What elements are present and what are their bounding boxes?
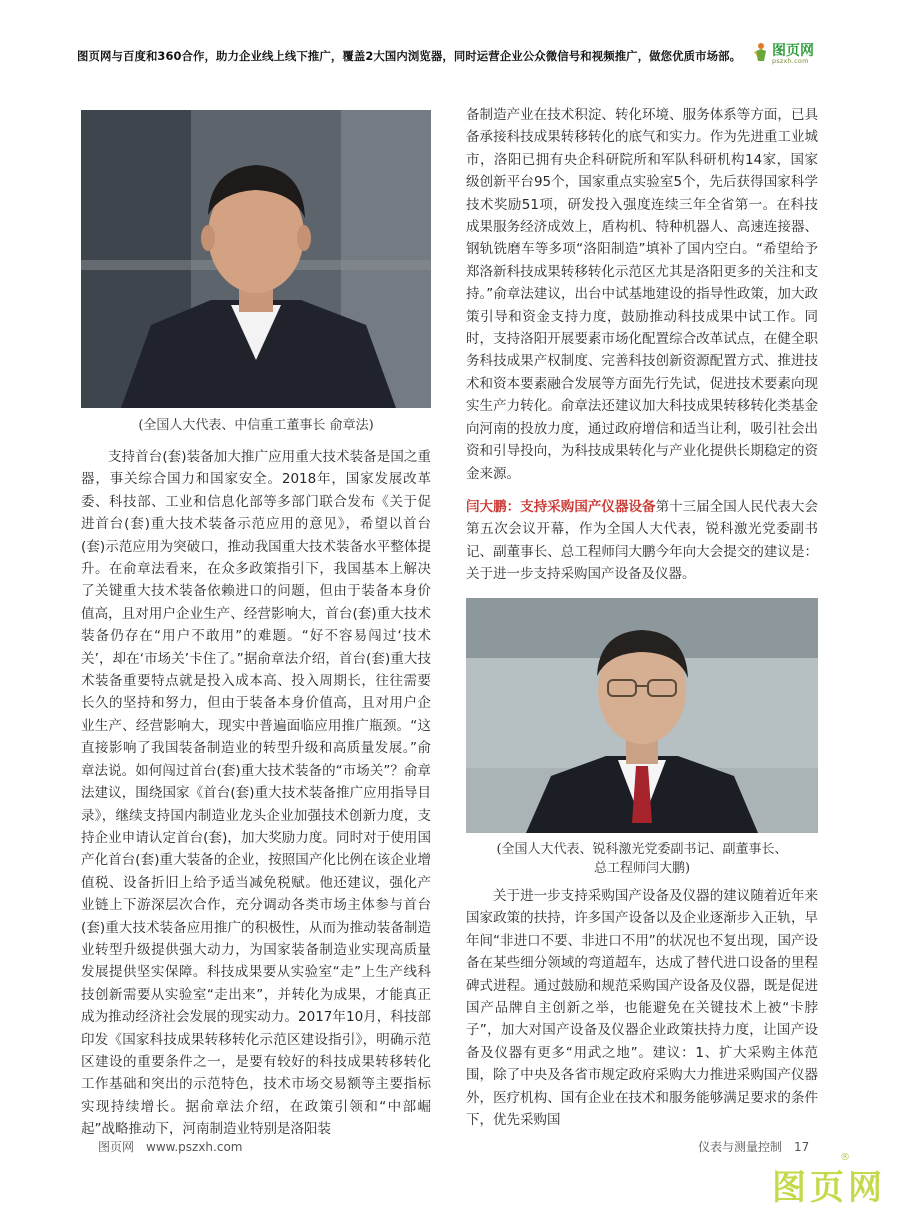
watermark-registered-mark: ® — [840, 1152, 850, 1163]
right-column-section — [466, 496, 818, 586]
logo-name: 图页网 — [772, 43, 814, 59]
banner-logo[interactable] — [752, 40, 822, 66]
caption-line-2: 总工程师闫大鹏) — [593, 861, 691, 876]
right-top-paragraph: 备制造产业在技术积淀、转化环境、服务体系等方面，已具备承接科技成果转移转化的底气和实力。作为先进重工业城市，洛阳已拥有央企科研院所和军队科研机构14家，国家级创新平台95个，国家重点实验室5个，先后获得国家科学技术奖励51项，研发投入强度连续三年全省第一。在科技成果服务经济成效上，盾构机、特种机器人、高速连接器、钢轨铣磨车等多项“洛阳制造”填补了国内空白。“希望给予郑洛新科技成果转移转化示范区尤其是洛阳更多的关注和支持。”俞章法建议，出台中试基地建设的指导性政策，加大政策引导和资金支持力度，鼓励推动科技成果中试工作。同时，支持洛阳开展要素市场化配置综合改革试点，在健全职务科技成果产权制度、完善科技创新资源配置方式、推进技术和资本要素融合发展等方面先行先试，促进技术要素向现实生产力转化。俞章法还建议加大科技成果转移转化类基金向河南的投放力度，通过政府增信和适当让利，吸引社会出资和引导投向，为科技成果转化与产业化提供长期稳定的资金来源。 — [466, 107, 818, 482]
logo-figure-icon — [752, 42, 770, 62]
footer-page-number: 仪表与测量控制 17 — [698, 1140, 810, 1154]
right-bottom-paragraph: 关于进一步支持采购国产设备及仪器的建议随着近年来国家政策的扶持，许多国产设备以及企业逐渐步入正轨，早年间“非进口不要、非进口不用”的状况也不复出现，国产设备在某些细分领域的弯道超车，达成了替代进口设备的里程碑式进程。通过鼓励和规范采购国产设备及仪器，既是促进国产品牌自主创新之举，也能避免在关键技术上被“卡脖子”，加大对国产设备及仪器企业政策扶持力度，让国产设备及仪器有更多“用武之地”。建议：1、扩大采购主体范围，除了中央及各省市规定政府采购大力推进采购国产仪器外，医疗机构、国有企业在技术和服务能够满足要求的条件下，优先采购国 — [466, 888, 818, 1129]
footer-site[interactable]: 图页网 www.pszxh.com — [98, 1140, 243, 1154]
logo-url: pszxh.com — [772, 57, 809, 65]
banner-text: 图页网与百度和360合作，助力企业线上线下推广，覆盖2大国内浏览器，同时运营企业公众微信号和视频推广，做您优质市场部。 — [77, 49, 742, 63]
watermark: 图页网 — [772, 1168, 886, 1208]
portrait-yu-zhangfa — [81, 110, 431, 408]
portrait-yan-dapeng — [466, 598, 818, 833]
top-banner — [0, 0, 900, 78]
section-heading: 闫大鹏：支持采购国产仪器设备 — [466, 499, 656, 515]
section-intro: 第十三届全国人民代表大会第五次会议开幕，作为全国人大代表，锐科激光党委副书记、副董事长、总工程师闫大鹏今年向大会提交的建议是：关于进一步支持采购国产设备及仪器。 — [466, 499, 819, 583]
right-column-top — [466, 104, 818, 485]
portrait-illustration-2 — [466, 598, 818, 833]
left-column-text — [81, 446, 431, 1141]
right-column-bottom — [466, 885, 818, 1131]
left-paragraph: 支持首台(套)装备加大推广应用重大技术装备是国之重器，事关综合国力和国家安全。2018年，国家发展改革委、科技部、工业和信息化部等多部门联合发布《关于促进首台(套)重大技术装备示范应用的意见》，希望以首台(套)示范应用为突破口，推动我国重大技术装备水平整体提升。在俞章法看来，在众多政策指引下，我国基本上解决了关键重大技术装备依赖进口的问题，但由于装备本身价值高，且对用户企业生产、经营影响大，首台(套)重大技术装备仍存在“用户不敢用”的难题。“好不容易闯过‘技术关’，却在‘市场关’卡住了。”据俞章法介绍，首台(套)重大技术装备重要特点就是投入成本高、投入周期长，往往需要长久的坚持和努力，但由于装备本身价值高，且对用户企业生产、经营影响大，现实中普遍面临应用推广瓶颈。“这直接影响了我国装备制造业的转型升级和高质量发展。”俞章法说。如何闯过首台(套)重大技术装备的“市场关”？俞章法建议，围绕国家《首台(套)重大技术装备推广应用指导目录》，继续支持国内制造业龙头企业加强技术创新力度，支持企业申请认定首台(套)，加大奖励力度。同时对于使用国产化首台(套)重大装备的企业，按照国产化比例在该企业增值税、设备折旧上给予适当减免税赋。他还建议，强化产业链上下游深层次合作，充分调动各类市场主体参与首台(套)重大技术装备应用推广的积极性，从而为推动装备制造业转型升级提供强大动力，为国家装备制造业实现高质量发展提供坚实保障。科技成果要从实验室“走”上生产线科技创新需要从实验室“走出来”，并转化为成果，才能真正成为推动经济社会发展的现实动力。2017年10月，科技部印发《国家科技成果转移转化示范区建设指引》，明确示范区建设的重要条件之一，是要有较好的科技成果转移转化工作基础和突出的示范特色，技术市场交易额等主要指标实现持续增长。据俞章法介绍，在政策引领和“中部崛起”战略推动下，河南制造业特别是洛阳装 — [81, 449, 431, 1138]
portrait-illustration — [81, 110, 431, 408]
caption-line-1: (全国人大代表、锐科激光党委副书记、副董事长、 — [496, 842, 788, 857]
portrait-caption-yu: (全国人大代表、中信重工董事长 俞章法) — [138, 418, 374, 433]
portrait-caption-yan — [466, 840, 818, 878]
